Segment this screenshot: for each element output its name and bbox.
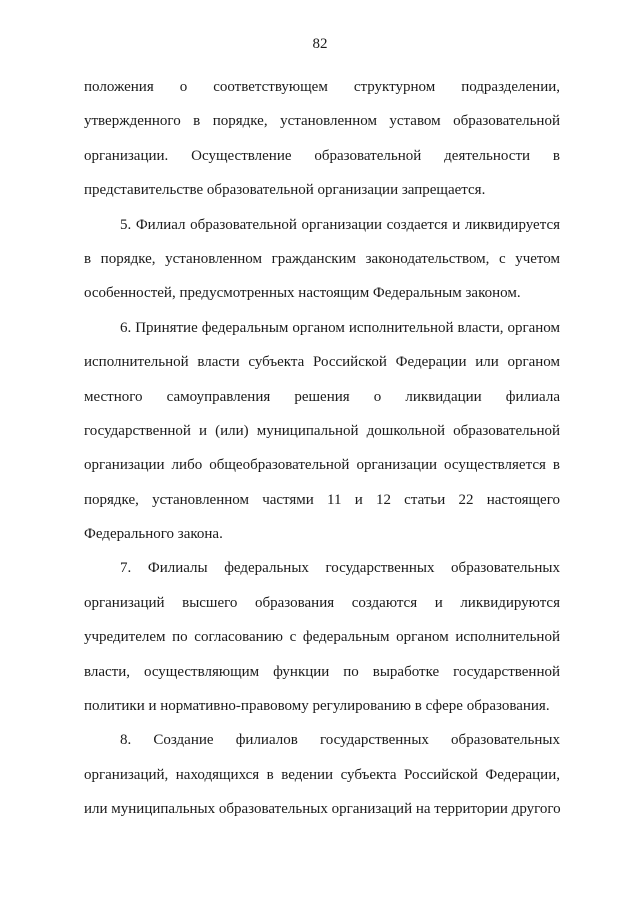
text-line: учредителем по согласованию с федеральным органом исполнительной bbox=[84, 629, 560, 646]
text-line: особенностей, предусмотренных настоящим Федеральным законом. bbox=[84, 285, 521, 302]
document-body bbox=[84, 70, 560, 827]
text-line: организации. Осуществление образовательной деятельности в bbox=[84, 147, 560, 164]
text-line: власти, осуществляющим функции по выработке государственной bbox=[84, 663, 560, 680]
text-line: 8. Создание филиалов государственных образовательных bbox=[120, 732, 560, 749]
text-line: 6. Принятие федеральным органом исполнительной власти, органом bbox=[120, 319, 560, 336]
text-line: организаций, находящихся в ведении субъекта Российской Федерации, bbox=[84, 766, 560, 783]
text-line: организации либо общеобразовательной организации осуществляется в bbox=[84, 457, 560, 474]
text-line: в порядке, установленном гражданским законодательством, с учетом bbox=[84, 250, 560, 267]
text-line: 7. Филиалы федеральных государственных образовательных bbox=[120, 560, 560, 577]
text-line: утвержденного в порядке, установленном уставом образовательной bbox=[84, 113, 560, 130]
text-line: организаций высшего образования создаются и ликвидируются bbox=[84, 594, 560, 611]
text-line: или муниципальных образовательных организаций на территории другого bbox=[84, 801, 561, 818]
text-line: порядке, установленном частями 11 и 12 статьи 22 настоящего bbox=[84, 491, 560, 508]
text-line: политики и нормативно-правовому регулированию в сфере образования. bbox=[84, 698, 550, 715]
text-line: государственной и (или) муниципальной дошкольной образовательной bbox=[84, 422, 560, 439]
text-line: исполнительной власти субъекта Российской Федерации или органом bbox=[84, 354, 560, 371]
text-line: представительстве образовательной организации запрещается. bbox=[84, 182, 486, 199]
text-line: Федерального закона. bbox=[84, 526, 223, 543]
text-line: местного самоуправления решения о ликвидации филиала bbox=[84, 388, 560, 405]
text-line: положения о соответствующем структурном подразделении, bbox=[84, 79, 560, 95]
text-line: 5. Филиал образовательной организации создается и ликвидируется bbox=[120, 216, 560, 233]
page-number: 82 bbox=[312, 36, 328, 52]
